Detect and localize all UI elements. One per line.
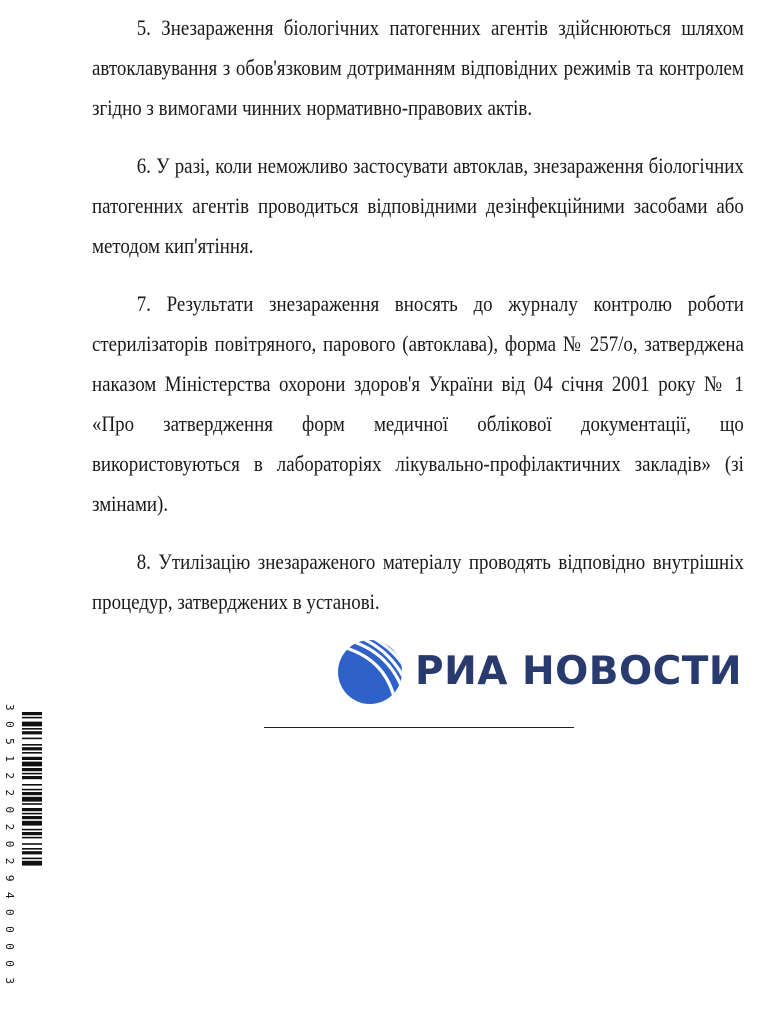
signature-line — [264, 727, 574, 728]
ria-novosti-watermark — [337, 638, 743, 706]
barcode-bar — [22, 747, 42, 750]
barcode-bar — [22, 789, 42, 791]
barcode-bar — [22, 762, 42, 767]
barcode-bar — [22, 829, 42, 831]
barcode-bar — [22, 792, 42, 795]
paragraph-6: 6. У разі, коли неможливо застосувати автоклав, знезараження біологічних патогенних агентів проводиться відповідними дезінфекційними засобами або методом кип'ятіння. — [92, 153, 744, 258]
ria-globe-icon — [337, 639, 403, 705]
barcode-bar — [22, 843, 42, 845]
barcode-bar — [22, 797, 42, 802]
barcode — [2, 698, 44, 988]
barcode-bar — [22, 738, 42, 740]
barcode-bar — [22, 773, 42, 775]
barcode-bar — [22, 813, 42, 815]
barcode-bar — [22, 808, 42, 811]
barcode-bar — [22, 821, 42, 826]
paragraph-7: 7. Результати знезараження вносять до журналу контролю роботи стерилізаторів повітряного, парового (автоклава), форма № 257/о, затверджена наказом Міністерства охорони здоров'я України від 04 січня 2001 року № 1 «Про затвердження форм медичної облікової документації, що використовуються в лабораторіях лікувально-профілактичних закладів» (зі змінами). — [92, 291, 744, 516]
barcode-bar — [22, 803, 42, 805]
barcode-bar — [22, 728, 42, 730]
barcode-bar — [22, 851, 42, 854]
barcode-bar — [22, 731, 42, 734]
paragraph-5: 5. Знезараження біологічних патогенних агентів здійснюються шляхом автоклавування з обов'язковим дотриманням відповідних режимів та контролем згідно з вимогами чинних нормативно-правових актів. — [92, 15, 744, 120]
barcode-bar — [22, 768, 42, 771]
ria-novosti-label: РИА НОВОСТИ — [415, 649, 743, 694]
document-body — [92, 8, 744, 640]
paragraph-8: 8. Утилізацію знезараженого матеріалу проводять відповідно внутрішніх процедур, затверджених в установі. — [92, 549, 744, 614]
barcode-bar — [22, 816, 42, 819]
barcode-bar — [22, 837, 42, 839]
barcode-bar — [22, 717, 42, 719]
barcode-bar — [22, 757, 42, 760]
barcode-bar — [22, 784, 42, 786]
barcode-bar — [22, 776, 42, 779]
barcode-bar — [22, 712, 42, 715]
barcode-bar — [22, 752, 42, 754]
barcode-bar — [22, 848, 42, 850]
barcode-bar — [22, 858, 42, 860]
barcode-bar — [22, 861, 42, 866]
barcode-digits: 3 0 5 1 2 2 0 2 0 2 9 4 0 0 0 0 3 — [3, 704, 16, 984]
barcode-bar — [22, 722, 42, 727]
barcode-bar — [22, 744, 42, 746]
barcode-bar — [22, 832, 42, 835]
